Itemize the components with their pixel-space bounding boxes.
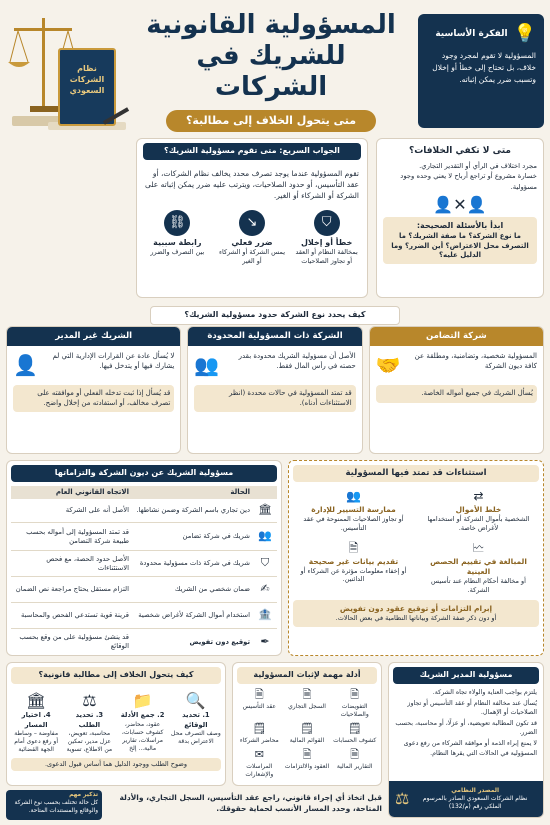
table-row bbox=[11, 499, 277, 523]
exception-text: الشخصية بأموال الشركة أو استخدامها لأغراض خاصة. bbox=[427, 514, 530, 532]
pillar-text: بين التصرف والضرر bbox=[150, 248, 205, 257]
step-item bbox=[118, 690, 168, 754]
types-title: كيف يحدد نوع الشركة حدود مسؤولية الشريك؟ bbox=[150, 306, 400, 325]
exceptions-title: استثناءات قد تمتد فيها المسؤولية bbox=[293, 465, 539, 482]
type-title: شركة التضامن bbox=[370, 327, 543, 346]
table-cell: قد تمتد المسؤولية إلى أمواله بحسب طبيعة شركة التضامن bbox=[26, 527, 129, 545]
spreadsheet-icon: 🗒 bbox=[300, 721, 314, 735]
mail-icon: ✉ bbox=[254, 747, 264, 761]
table-cell: قرينة قوية تستدعي الفحص والمحاسبة bbox=[21, 611, 129, 620]
book-line-3: السعودي bbox=[69, 85, 105, 95]
table-cell: التزام مستقل يحتاج مراجعة نص الضمان bbox=[15, 585, 129, 594]
valuation-icon: 🗠 bbox=[472, 541, 485, 556]
book-line-1: نظام bbox=[77, 64, 97, 73]
source-text: نظام الشركات السعودي الصادر بالمرسوم الملكي رقم (م/132) bbox=[422, 794, 528, 811]
type-text: المسؤولية شخصية، وتضامنية، ومطلقة عن كافة ديون الشركة bbox=[414, 352, 537, 370]
list-item: خسارة مشروع أو تراجع أرباح لا يعني وحده وجود مسؤولية. bbox=[400, 172, 537, 191]
report-icon: 🗎 bbox=[350, 747, 360, 761]
table-cell: الأصل أنه على الشركة bbox=[65, 506, 129, 515]
shield-icon: ⛉ bbox=[260, 556, 270, 570]
type-card-partnership bbox=[369, 326, 544, 454]
step-item bbox=[64, 690, 114, 754]
evidence-item bbox=[332, 748, 377, 779]
final-note: قبل اتخاذ أي إجراء قانوني، راجع عقد التأسيس، السجل التجاري، والأدلة المتاحة، وحدد المسار الأنسب لحماية حقوقك. bbox=[119, 793, 382, 814]
building-icon: 🏛 bbox=[25, 690, 47, 710]
evidence-label: كشوف الحسابات bbox=[333, 736, 377, 744]
table-cell: دين تجاري باسم الشركة وضمن نشاطها. bbox=[136, 506, 250, 515]
pillar-title: رابطة سببية bbox=[153, 237, 202, 247]
evidence-item bbox=[237, 688, 282, 719]
table-row bbox=[11, 551, 277, 577]
document-icon: 🗎 bbox=[302, 687, 312, 701]
type-text: لا يُسأل عادة عن القرارات الإدارية التي لم يشارك فيها أو يتدخل فيها. bbox=[52, 352, 175, 370]
column-header: الحالة bbox=[230, 487, 250, 496]
exception-item bbox=[293, 486, 414, 534]
step-text: عقود، محاضر، كشوف حسابات، مراسلات، تقارير مالية... إلخ bbox=[121, 720, 164, 752]
book-line-2: الشركات bbox=[69, 74, 105, 84]
table-cell: توقيع دون تفويض bbox=[189, 637, 250, 646]
key-idea-text: المسؤولية لا تقوم لمجرد وجود خلاف، بل تحتاج إلى خطأ أو إخلال وتسبب ضرر يمكن إثباته. bbox=[432, 51, 536, 85]
evidence-grid bbox=[237, 688, 377, 779]
link-icon: ⛓ bbox=[164, 210, 190, 236]
evidence-label: القوائم المالية bbox=[289, 736, 325, 744]
page-subtitle: متى يتحول الخلاف إلى مطالبة؟ bbox=[166, 110, 376, 133]
evidence-item bbox=[332, 688, 377, 719]
pillar-title: ضرر فعلي bbox=[231, 237, 273, 247]
debts-title: مسؤولية الشريك عن ديون الشركة والتزاماتها bbox=[11, 465, 277, 482]
reminder-text: كل حالة تختلف بحسب نوع الشركة والوقائع والمستندات المتاحة. bbox=[14, 799, 98, 814]
step-item bbox=[11, 690, 61, 754]
pillars bbox=[137, 206, 367, 270]
evidence-item bbox=[237, 722, 282, 745]
not-enough-title: متى لا تكفي الخلافات؟ bbox=[409, 146, 511, 156]
exceptions-footer-text: أو دون ذكر صفة الشركة وبياناتها النظامية في بعض الحالات. bbox=[335, 614, 497, 623]
table-cell: الأصل حدود الحصة، مع فحص الاستثناءات bbox=[46, 554, 129, 572]
table-row bbox=[11, 577, 277, 603]
exceptions-grid bbox=[293, 486, 539, 596]
person-icon: 👤 bbox=[13, 353, 38, 378]
exception-item bbox=[418, 538, 539, 596]
law-book bbox=[58, 48, 116, 126]
evidence-title: أدلة مهمة لإثبات المسؤولية bbox=[237, 667, 377, 684]
group-icon: 👥 bbox=[194, 353, 220, 378]
bank-icon: 🏦 bbox=[258, 608, 272, 622]
list-item: يلتزم بواجب العناية والولاء تجاه الشركة. bbox=[432, 688, 537, 696]
evidence-item bbox=[285, 748, 330, 779]
evidence-label: العقود والالتزامات bbox=[284, 762, 330, 770]
evidence-item bbox=[332, 722, 377, 745]
building-icon: 🏛 bbox=[258, 503, 272, 517]
folder-icon: 📁 bbox=[132, 690, 153, 710]
step-title: 2. جمع الأدلة bbox=[120, 711, 165, 720]
exception-title: المبالغة في تقييم الحصص العينية bbox=[430, 556, 527, 576]
users-icon: 👥 bbox=[258, 529, 272, 543]
document-icon: 🗎 bbox=[348, 541, 359, 556]
pillar-text: يمس الشركة أو الشركاء أو الغير bbox=[218, 248, 286, 266]
step-item bbox=[171, 690, 221, 754]
source-title: المصدر النظامي bbox=[451, 786, 500, 794]
title-block bbox=[136, 10, 406, 132]
document-icon: 🗎 bbox=[254, 687, 264, 701]
contract-icon: 🗎 bbox=[302, 747, 312, 761]
signature-icon: ✍ bbox=[260, 582, 270, 596]
not-enough-card bbox=[376, 138, 544, 298]
steps-title: كيف يتحول الخلاف إلى مطالبة قانونية؟ bbox=[11, 667, 221, 684]
type-note: يُسأل الشريك في جميع أمواله الخاصة. bbox=[376, 385, 537, 402]
evidence-item bbox=[285, 688, 330, 719]
quick-answer-title: الجواب السريع: متى تقوم مسؤولية الشريك؟ bbox=[143, 143, 361, 160]
not-enough-list bbox=[383, 161, 537, 192]
table-cell: شريك في شركة تضامن bbox=[182, 532, 250, 541]
pillar-damage bbox=[218, 210, 287, 266]
type-card-non-manager bbox=[6, 326, 181, 454]
reminder-title: تذكير مهم bbox=[69, 792, 98, 798]
step-title: 1. تحديد الوقائع bbox=[182, 711, 210, 729]
evidence-label: محاضر الشركاء bbox=[239, 736, 279, 744]
table-cell: شريك في شركة ذات مسؤولية محدودة bbox=[139, 559, 250, 568]
scales-icon: ⚖ bbox=[395, 789, 410, 809]
exception-title: ممارسة التسيير للإدارة bbox=[311, 504, 396, 514]
step-title: 4. اختيار المسار bbox=[21, 711, 51, 729]
table-cell: قد ينشئ مسؤولية على من وقع بحسب الوقائع bbox=[19, 633, 129, 651]
steps-row bbox=[11, 690, 221, 754]
pen-icon: ✒ bbox=[260, 634, 270, 648]
evidence-label: السجل التجاري bbox=[288, 702, 326, 710]
exception-title: تقديم بيانات غير صحيحة bbox=[308, 556, 399, 566]
decline-chart-icon: ↘ bbox=[239, 210, 265, 236]
table-row bbox=[11, 603, 277, 629]
manager-card bbox=[388, 662, 544, 818]
type-card-llc bbox=[187, 326, 362, 454]
table-row bbox=[11, 523, 277, 551]
step-text: محاسبة، تعويض، عزل مدير، تمكين من الاطلاع، تسوية bbox=[66, 729, 113, 753]
list-item: لا يمنع إبراء الذمة أو موافقة الشركاء من رفع دعوى المسؤولية في الحالات التي يقرها النظام. bbox=[403, 740, 537, 757]
type-note: قد يُسأل إذا ثبت تدخله الفعلي أو موافقته على تصرف مخالف، أو استفادته من إخلال واضح. bbox=[13, 385, 174, 412]
table-header bbox=[11, 486, 277, 499]
questions-title: ابدأ بالأسئلة الصحيحة: bbox=[416, 221, 504, 231]
types-row bbox=[6, 326, 544, 454]
exception-item bbox=[418, 486, 539, 534]
evidence-item bbox=[237, 748, 282, 779]
quick-answer-card bbox=[136, 138, 368, 298]
questions-box bbox=[383, 217, 537, 264]
type-title: الشريك غير المدير bbox=[7, 327, 180, 346]
evidence-label: التقارير المالية bbox=[336, 762, 373, 770]
evidence-label: المراسلات والإشعارات bbox=[245, 762, 274, 778]
pillar-title: خطأ أو إخلال bbox=[300, 237, 353, 247]
manager-title: مسؤولية المدير الشريك bbox=[393, 667, 539, 684]
balance-icon: ⚖ bbox=[82, 690, 97, 710]
pillar-causation bbox=[143, 210, 212, 266]
list-item: مجرد اختلاف في الرأي أو التقدير التجاري. bbox=[419, 162, 537, 171]
exception-text: أو تجاوز الصلاحيات الممنوحة في عقد التأسيس. bbox=[303, 514, 404, 532]
type-text: الأصل أن مسؤولية الشريك محدودة بقدر حصته في رأس المال فقط. bbox=[238, 352, 356, 370]
pillar-text: بمخالفة النظام أو العقد أو تجاوز الصلاحيات bbox=[295, 248, 358, 266]
exception-text: أو إخفاء معلومات مؤثرة عن الشركاء أو الدائنين. bbox=[300, 566, 407, 584]
source-box bbox=[389, 781, 543, 817]
type-title: الشركة ذات المسؤولية المحدودة bbox=[188, 327, 361, 346]
exceptions-footer-title: إبرام التزامات أو توقيع عقود دون تفويض bbox=[339, 604, 493, 614]
page-title-line-2: للشريك في الشركات bbox=[196, 41, 346, 103]
search-icon: 🔍 bbox=[185, 690, 206, 710]
evidence-label: عقد التأسيس bbox=[242, 702, 276, 710]
table-row bbox=[11, 629, 277, 655]
page-title-line-1: المسؤولية القانونية bbox=[146, 10, 396, 40]
spreadsheet-icon: 🗒 bbox=[347, 721, 362, 735]
debts-table-body bbox=[11, 499, 277, 655]
manager-list bbox=[389, 688, 543, 758]
lightbulb-icon: 💡 bbox=[513, 23, 536, 44]
exceptions-card bbox=[288, 460, 544, 656]
people-x-icon: 👤✕👤 bbox=[433, 194, 487, 214]
document-icon: 🗎 bbox=[350, 687, 360, 701]
exception-item bbox=[293, 538, 414, 596]
debts-card bbox=[6, 460, 282, 656]
exception-text: أو مخالفة أحكام النظام عند تأسيس الشركة. bbox=[431, 576, 526, 594]
list-item: يُسأل عند مخالفة النظام أو عقد التأسيس أو تجاوز الصلاحيات أو الإهمال. bbox=[407, 699, 537, 717]
exceptions-footer bbox=[293, 600, 539, 627]
table-cell: ضمان شخصي من الشريك bbox=[174, 585, 250, 594]
questions-text: ما نوع الشركة؟ ما صفة الشريك؟ ما التصرف محل الاعتراض؟ أين الضرر؟ وما الدليل عليه؟ bbox=[391, 232, 529, 259]
evidence-item bbox=[285, 722, 330, 745]
step-title: 3. تحديد الطلب bbox=[75, 711, 104, 729]
reminder-box bbox=[6, 790, 102, 820]
swap-icon: ⇄ bbox=[473, 489, 484, 504]
list-item: قد تكون المطالبة تعويضية، أو عزلًا، أو محاسبة، بحسب الضرر. bbox=[395, 720, 537, 737]
evidence-label: التفويضات والصلاحيات bbox=[340, 702, 369, 718]
steps-card bbox=[6, 662, 226, 786]
key-idea-box bbox=[418, 14, 544, 128]
handshake-icon: 🤝 bbox=[375, 353, 401, 378]
type-note: قد تمتد المسؤولية في حالات محددة (انظر الاستثناءات أدناه). bbox=[194, 385, 355, 412]
evidence-card bbox=[232, 662, 382, 786]
shield-icon: ⛉ bbox=[314, 210, 340, 236]
header-illustration bbox=[6, 10, 132, 132]
exception-title: خلط الأموال bbox=[455, 504, 502, 514]
pillar-error bbox=[292, 210, 361, 266]
step-text: وصف التصرف محل الاعتراض بدقة bbox=[171, 729, 221, 745]
quick-answer-text: تقوم المسؤولية عندما يوجد تصرف محدد يخالف نظام الشركات، أو عقد التأسيس، أو حدود الصلاحيات، ويترتب عليه ضرر يمكن إثباته على الشركة أو الشركاء أو الغير. bbox=[145, 168, 359, 201]
org-icon: 👥 bbox=[346, 489, 361, 504]
column-header: الاتجاه القانوني العام bbox=[55, 487, 129, 496]
steps-footer: وضوح الطلب ووجود الدليل هما أساس قبول الدعوى. bbox=[11, 758, 221, 771]
step-text: مفاوضة – وساطة أو رفع دعوى أمام الجهة القضائية bbox=[14, 729, 59, 753]
table-cell: استخدام أموال الشركة لأغراض شخصية bbox=[138, 611, 250, 620]
minutes-icon: 🗒 bbox=[252, 721, 267, 735]
key-idea-title: الفكرة الأساسية bbox=[435, 29, 508, 40]
